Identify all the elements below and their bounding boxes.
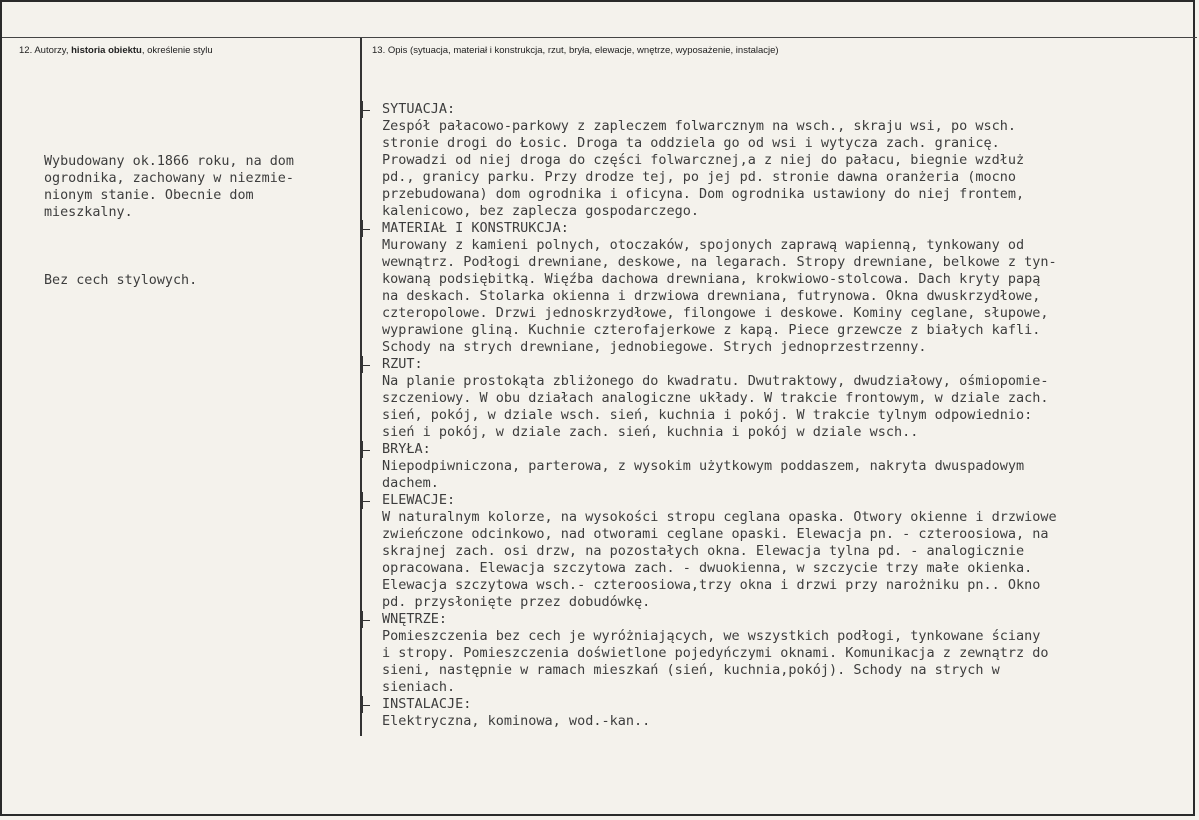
section-line: Schody na strych drewniane, jednobiegowe. Strych jednoprzestrzenny.: [382, 339, 927, 355]
section-line: kowaną podsiębitką. Więźba dachowa drewniana, krokwiowo-stolcowa. Dach kryty papą: [382, 271, 1041, 287]
heading-description-number: 13.: [372, 45, 386, 56]
section-line: sieni, następnie w ramach mieszkań (sień, kuchnia,pokój). Schody na strych w: [382, 662, 1000, 678]
section-line: wewnątrz. Podłogi drewniane, deskowe, na legarach. Stropy drewniane, belkowe z tyn-: [382, 254, 1057, 270]
section-line: czteropolowe. Drzwi jednoskrzydłowe, filongowe i deskowe. Kominy ceglane, słupowe,: [382, 305, 1049, 321]
heading-description: [372, 45, 779, 56]
section-line: sień, pokój, w dziale wsch. sień, kuchnia i pokój. W trakcie tylnym odpowiednio:: [382, 407, 1033, 423]
section-line: dachem.: [382, 475, 439, 491]
section-line: zwieńczone odcinkowo, nad otworami ceglane opaski. Elewacja pn. - czteroosiowa, na: [382, 526, 1049, 542]
section-line: kalenicowo, bez zaplecza gospodarczego.: [382, 203, 699, 219]
section-title: WNĘTRZE:: [382, 611, 1192, 628]
section-title: RZUT:: [382, 356, 1192, 373]
description-section: [382, 356, 1192, 441]
section-line: i stropy. Pomieszczenia doświetlone pojedyńczymi oknami. Komunikacja z zewnątrz do: [382, 645, 1049, 661]
heading-history: [19, 45, 213, 56]
section-line: Murowany z kamieni polnych, otoczaków, spojonych zaprawą wapienną, tynkowany od: [382, 237, 1025, 253]
description-section: [382, 696, 1192, 730]
section-line: wyprawione gliną. Kuchnie czterofajerkowe z kapą. Piece grzewcze z białych kafli.: [382, 322, 1041, 338]
history-paragraph: Bez cech stylowych.: [44, 273, 198, 288]
section-line: przebudowana) dom ogrodnika i oficyna. Dom ogrodnika ustawiony do niej frontem,: [382, 186, 1025, 202]
column-divider: [360, 38, 362, 736]
section-line: Zespół pałacowo-parkowy z zapleczem folwarcznym na wsch., skraju wsi, po wsch.: [382, 118, 1016, 134]
heading-history-pre: Autorzy,: [34, 45, 72, 56]
heading-history-post: , określenie stylu: [141, 45, 213, 56]
section-line: Niepodpiwniczona, parterowa, z wysokim użytkowym poddaszem, nakryta dwuspadowym: [382, 458, 1025, 474]
section-line: Elewacja szczytowa wsch.- czteroosiowa,trzy okna i drzwi przy narożniku pn.. Okno: [382, 577, 1041, 593]
section-line: opracowana. Elewacja szczytowa zach. - dwuokienna, w szczycie trzy małe okienka.: [382, 560, 1033, 576]
description-section: [382, 611, 1192, 696]
section-line: skrajnej zach. osi drzw, na pozostałych okna. Elewacja tylna pd. - analogicznie: [382, 543, 1025, 559]
description-section: [382, 220, 1192, 356]
section-line: Elektryczna, kominowa, wod.-kan..: [382, 713, 651, 729]
section-title: BRYŁA:: [382, 441, 1192, 458]
heading-history-bold: historia obiektu: [71, 45, 142, 56]
section-title: ELEWACJE:: [382, 492, 1192, 509]
section-line: szczeniowy. W obu działach analogiczne układy. W trakcie frontowym, w dziale zach.: [382, 390, 1049, 406]
description-section: [382, 441, 1192, 492]
section-line: pd., granicy parku. Przy drodze tej, po jej pd. stronie dawna oranżeria (mocno: [382, 169, 1016, 185]
section-title: INSTALACJE:: [382, 696, 1192, 713]
section-line: sień i pokój, w dziale zach. sień, kuchnia i pokój w dziale wsch..: [382, 424, 919, 440]
heading-description-title: Opis (sytuacja, materiał i konstrukcja, rzut, bryła, elewacje, wnętrze, wyposażenie, instalacje): [387, 45, 779, 56]
section-line: Prowadzi od niej droga do części folwarcznej,a z niej do pałacu, biegnie wzdłuż: [382, 152, 1025, 168]
section-line: Na planie prostokąta zbliżonego do kwadratu. Dwutraktowy, dwudziałowy, ośmiopomie-: [382, 373, 1049, 389]
section-line: W naturalnym kolorze, na wysokości stropu ceglana opaska. Otwory okienne i drzwiowe: [382, 509, 1057, 525]
section-title: SYTUACJA:: [382, 101, 1192, 118]
section-line: Pomieszczenia bez cech je wyróżniających, we wszystkich podłogi, tynkowane ściany: [382, 628, 1041, 644]
section-line: pd. przysłonięte przez dobudówkę.: [382, 594, 651, 610]
description-section: [382, 492, 1192, 611]
history-text: [44, 119, 356, 323]
description-section: [382, 101, 1192, 220]
history-paragraph: Wybudowany ok.1866 roku, na dom ogrodnika, zachowany w niezmie- nionym stanie. Obecnie dom mieszkalny.: [44, 154, 294, 220]
section-line: na deskach. Stolarka okienna i drzwiowa drewniana, futrynowa. Okna dwuskrzydłowe,: [382, 288, 1041, 304]
header-rule: [2, 37, 1197, 38]
section-line: sieniach.: [382, 679, 456, 695]
section-title: MATERIAŁ I KONSTRUKCJA:: [382, 220, 1192, 237]
section-line: stronie drogi do Łosic. Droga ta oddziela go od wsi i wytycza zach. granicę.: [382, 135, 1000, 151]
description-body: [382, 101, 1192, 730]
heading-history-number: 12.: [19, 45, 33, 56]
